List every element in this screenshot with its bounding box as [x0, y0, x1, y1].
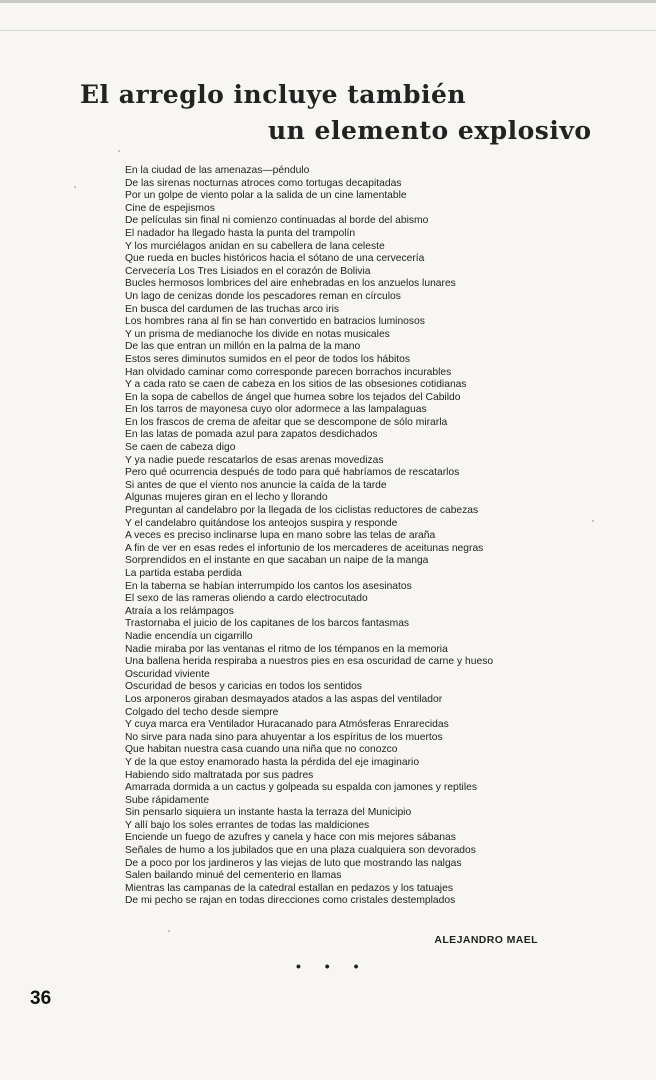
poem-line: En la taberna se habían interrumpido los cantos los asesinatos: [125, 580, 412, 592]
poem-line: El nadador ha llegado hasta la punta del trampolín: [125, 227, 356, 239]
poem-line: Cine de espejismos: [125, 202, 215, 214]
poem-line: De películas sin final ni comienzo continuadas al borde del abismo: [125, 215, 429, 227]
poem-line: Habiendo sido maltratada por sus padres: [125, 769, 314, 781]
poem-line: Si antes de que el viento nos anuncie la caída de la tarde: [125, 479, 387, 491]
poem-line: En la ciudad de las amenazas—péndulo: [125, 165, 310, 176]
separator-dots: • • •: [296, 958, 369, 974]
page-number: 36: [30, 988, 52, 1009]
poem-line: Trastornaba el juicio de los capitanes de los barcos fantasmas: [125, 618, 410, 630]
poem-line: Y el candelabro quitándose los anteojos suspira y responde: [125, 517, 398, 529]
top-edge: [0, 0, 656, 3]
poem-line: En las latas de pomada azul para zapatos desdichados: [125, 429, 378, 441]
poem-line: Señales de humo a los jubilados que en una plaza cualquiera son devorados: [125, 845, 476, 857]
poem-line: Mientras las campanas de la catedral estallan en pedazos y los tatuajes: [125, 882, 453, 894]
poem-line: Cervecería Los Tres Lisiados en el corazón de Bolivia: [125, 265, 371, 277]
poem-line: Enciende un fuego de azufres y canela y hace con mis mejores sábanas: [125, 832, 456, 844]
author-name: ALEJANDRO MAEL: [434, 934, 538, 946]
poem-line: Estos seres diminutos sumidos en el peor de todos los hábitos: [125, 353, 411, 365]
poem-line: Oscuridad viviente: [125, 668, 210, 680]
poem-line: Y allí bajo los soles errantes de todas las maldiciones: [125, 819, 370, 831]
scan-speck: [592, 520, 594, 522]
poem-line: Por un golpe de viento polar a la salida de un cine lamentable: [125, 190, 407, 202]
poem-line: Y a cada rato se caen de cabeza en los sitios de las obsesiones cotidianas: [125, 379, 467, 391]
scan-speck: [74, 186, 76, 188]
header-rule: [0, 30, 656, 31]
poem-body: [125, 165, 645, 908]
poem-line: Y un prisma de medianoche los divide en notas musicales: [125, 328, 390, 340]
poem-line: De mi pecho se rajan en todas direcciones como cristales destemplados: [125, 895, 456, 907]
poem-line: Amarrada dormida a un cactus y golpeada su espalda con jamones y reptiles: [125, 782, 478, 794]
title-line-2: un elemento explosivo: [268, 116, 592, 145]
poem-line: Nadie encendía un cigarrillo: [125, 630, 253, 642]
title-line-1: El arreglo incluye también: [80, 80, 467, 109]
poem-line: De las sirenas nocturnas atroces como tortugas decapitadas: [125, 177, 402, 189]
poem-line: Salen bailando minué del cementerio en llamas: [125, 870, 342, 882]
poem-line: El sexo de las rameras oliendo a cardo electrocutado: [125, 593, 368, 605]
poem-line: Y los murciélagos anidan en su cabellera de lana celeste: [125, 240, 385, 252]
poem-line: Pero qué ocurrencia después de todo para qué habríamos de rescatarlos: [125, 467, 460, 479]
poem-line: Han olvidado caminar como corresponde parecen borrachos incurables: [125, 366, 452, 378]
poem-line: En la sopa de cabellos de ángel que humea sobre los tejados del Cabildo: [125, 391, 461, 403]
poem-line: Sin pensarlo siquiera un instante hasta la terraza del Municipio: [125, 807, 412, 819]
poem-line: A fin de ver en esas redes el infortunio de los mercaderes de aceitunas negras: [125, 542, 484, 554]
poem-line: Nadie miraba por las ventanas el ritmo de los témpanos en la memoria: [125, 643, 448, 655]
poem-line: Y cuya marca era Ventilador Huracanado para Atmósferas Enrarecidas: [125, 719, 449, 731]
poem-line: Los arponeros giraban desmayados atados a las aspas del ventilador: [125, 693, 443, 705]
poem-line: Un lago de cenizas donde los pescadores reman en círculos: [125, 290, 401, 302]
poem-line: En los frascos de crema de afeitar que se descompone de sólo mirarla: [125, 416, 448, 428]
poem-line: De a poco por los jardineros y las viejas de luto que mostrando las nalgas: [125, 857, 462, 869]
poem-line: Se caen de cabeza digo: [125, 442, 236, 454]
poem-line: Sorprendidos en el instante en que sacaban un naipe de la manga: [125, 555, 429, 567]
poem-line: A veces es preciso inclinarse lupa en mano sobre las telas de araña: [125, 530, 436, 542]
poem-line: Que habitan nuestra casa cuando una niña que no conozco: [125, 744, 398, 756]
poem-line: Que rueda en bucles históricos hacia el sótano de una cervecería: [125, 253, 425, 265]
poem-line: Bucles hermosos lombrices del aire enhebradas en los anzuelos lunares: [125, 278, 456, 290]
poem-line: Una ballena herida respiraba a nuestros pies en esa oscuridad de carne y hueso: [125, 656, 494, 668]
poem-line: En los tarros de mayonesa cuyo olor adormece a las lampalaguas: [125, 404, 427, 416]
scan-speck: [118, 150, 120, 152]
poem-line: Oscuridad de besos y caricias en todos los sentidos: [125, 681, 362, 693]
poem-line: Y ya nadie puede rescatarlos de esas arenas movedizas: [125, 454, 384, 466]
scan-speck: [168, 930, 170, 932]
poem-line: No sirve para nada sino para ahuyentar a los espíritus de los muertos: [125, 731, 443, 743]
poem-line: Y de la que estoy enamorado hasta la pérdida del eje imaginario: [125, 756, 420, 768]
poem-line: Algunas mujeres giran en el lecho y llorando: [125, 492, 328, 504]
poem-line: Preguntan al candelabro por la llegada de los ciclistas reductores de cabezas: [125, 505, 479, 517]
poem-line: En busca del cardumen de las truchas arco iris: [125, 303, 340, 315]
poem-line: Sube rápidamente: [125, 794, 210, 806]
poem-line: De las que entran un millón en la palma de la mano: [125, 341, 361, 353]
poem-line: Atraía a los relámpagos: [125, 605, 234, 617]
poem-line: La partida estaba perdida: [125, 568, 242, 579]
poem-line: Los hombres rana al fin se han convertido en batracios luminosos: [125, 316, 425, 328]
poem-line: Colgado del techo desde siempre: [125, 706, 279, 718]
